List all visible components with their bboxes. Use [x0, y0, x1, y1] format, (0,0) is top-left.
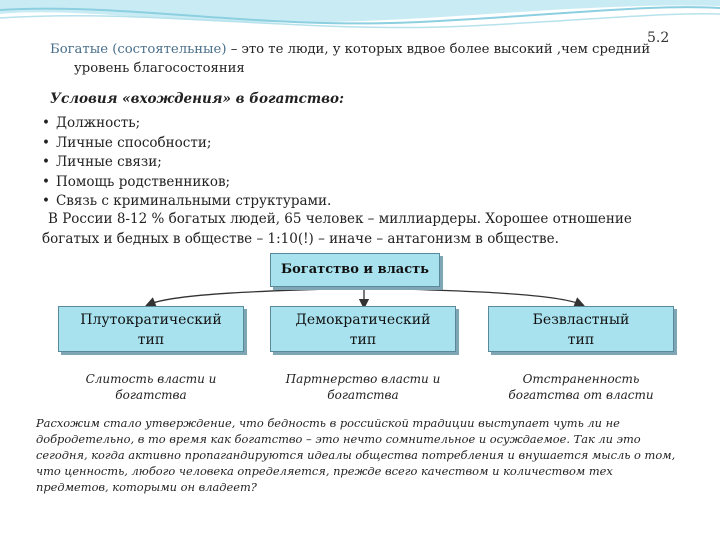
list-item: • Личные способности;: [42, 134, 331, 154]
type-node-label: Безвластный: [532, 312, 630, 328]
type-node-democratic: [270, 306, 456, 352]
slide-number: 5.2: [647, 30, 670, 46]
russia-stats-line2: богатых и бедных в обществе – 1:10(!) – иначе – антагонизм в обществе.: [42, 230, 559, 247]
russia-stats-line1: В России 8-12 % богатых людей, 65 человек – миллиардеры. Хорошее отношение: [48, 211, 632, 227]
type-description: [270, 371, 456, 403]
closing-paragraph: Расхожим стало утверждение, что бедность в российской традиции выступает чуть ли не добродетельно, в то время как богатство – это нечто сомнительное и осуждаемое. Так ли это сегодня, когда активно пропагандируются идеалы общества потребления и внушается мысль о том, что ценность, любого человека определяется, прежде всего качеством и количеством тех предметов, которыми он владеет?: [36, 416, 676, 494]
russia-stats: [42, 210, 682, 249]
conditions-title: Условия «вхождения» в богатство:: [50, 91, 344, 107]
list-item: • Помощь родственников;: [42, 173, 331, 193]
type-description: [488, 371, 674, 403]
type-node-sublabel: тип: [137, 332, 165, 348]
conditions-list: [42, 114, 331, 212]
list-item: • Должность;: [42, 114, 331, 134]
type-node-sublabel: тип: [567, 332, 595, 348]
list-item: • Связь с криминальными структурами.: [42, 192, 331, 212]
type-node-label: Демократический: [295, 312, 431, 328]
type-node-label: Плутократический: [80, 312, 222, 328]
type-description-line: богатства от власти: [508, 388, 654, 402]
definition-text: – это те люди, у которых вдвое более высокий ,чем средний: [226, 42, 651, 57]
type-description-line: богатства: [115, 388, 187, 402]
definition-term: Богатые (состоятельные): [50, 42, 227, 57]
definition: [50, 40, 690, 78]
type-description-line: Слитость власти и: [85, 372, 217, 386]
type-node-plutocratic: [58, 306, 244, 352]
type-description-line: богатства: [327, 388, 399, 402]
root-node: Богатство и власть: [270, 253, 440, 287]
type-node-sublabel: тип: [349, 332, 377, 348]
type-description-line: Партнерство власти и: [285, 372, 441, 386]
type-node-powerless: [488, 306, 674, 352]
definition-line2: уровень благосостояния: [74, 61, 245, 76]
type-description-line: Отстраненность: [522, 372, 640, 386]
type-description: [58, 371, 244, 403]
list-item: • Личные связи;: [42, 153, 331, 173]
